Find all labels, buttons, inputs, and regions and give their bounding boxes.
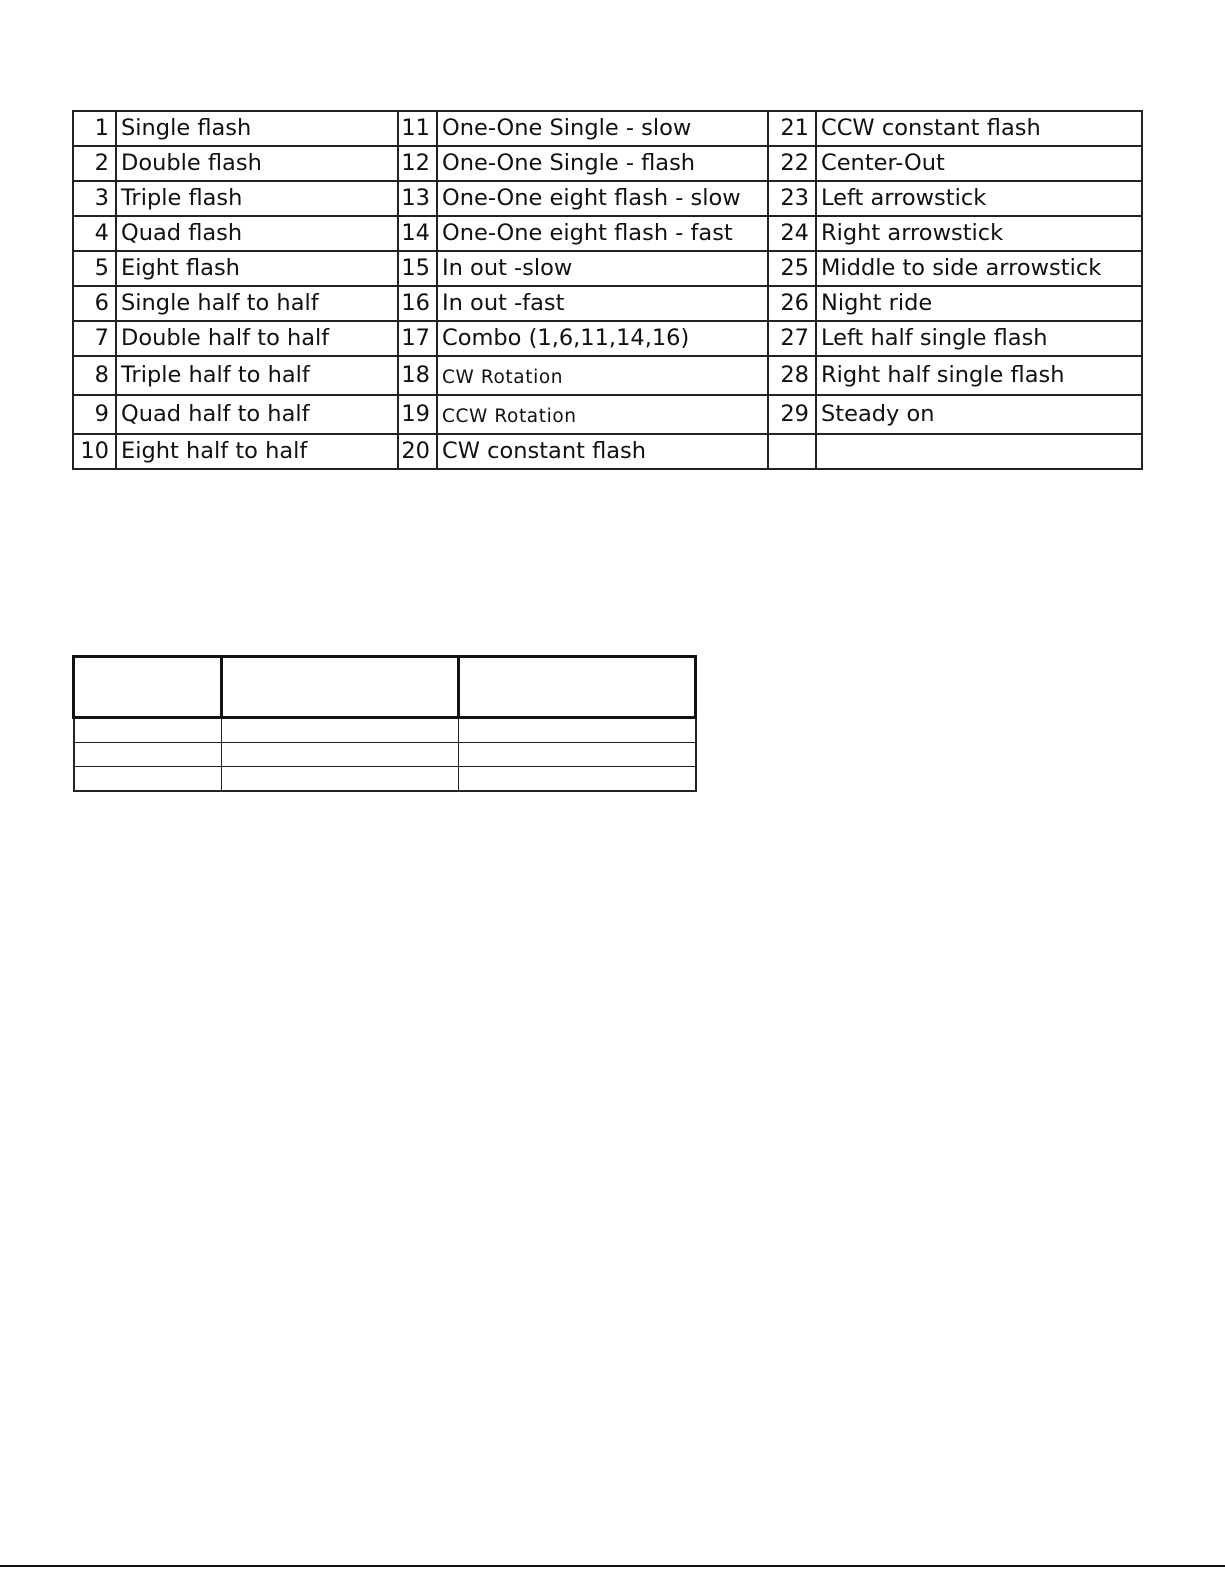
- table-cell: [222, 767, 459, 792]
- table-header-row: [74, 657, 696, 718]
- pattern-label: In out -fast: [437, 286, 768, 321]
- pattern-label: One-One Single - slow: [437, 111, 768, 146]
- pattern-label: One-One eight flash - fast: [437, 216, 768, 251]
- pattern-number: 14: [398, 216, 437, 251]
- table-row: [74, 743, 696, 767]
- pattern-label: Eight flash: [116, 251, 398, 286]
- flash-pattern-table: [72, 110, 1143, 470]
- pattern-label: Center-Out: [816, 146, 1142, 181]
- pattern-label: Combo (1,6,11,14,16): [437, 321, 768, 356]
- pattern-label: Left half single flash: [816, 321, 1142, 356]
- pattern-number: 1: [73, 111, 116, 146]
- table-row: [73, 356, 1142, 395]
- pattern-number: 5: [73, 251, 116, 286]
- pattern-label: Double flash: [116, 146, 398, 181]
- pattern-label: Quad flash: [116, 216, 398, 251]
- pattern-number: 12: [398, 146, 437, 181]
- table-row: [73, 146, 1142, 181]
- pattern-number: 25: [768, 251, 816, 286]
- table-row: [74, 767, 696, 792]
- pattern-label: Triple half to half: [116, 356, 398, 395]
- pattern-number: 23: [768, 181, 816, 216]
- pattern-number: 17: [398, 321, 437, 356]
- pattern-label: Single half to half: [116, 286, 398, 321]
- table-cell: [74, 767, 222, 792]
- page-bottom-rule: [0, 1565, 1225, 1567]
- pattern-label: Right arrowstick: [816, 216, 1142, 251]
- pattern-label: CCW constant flash: [816, 111, 1142, 146]
- pattern-number: 18: [398, 356, 437, 395]
- pattern-label: CCW Rotation: [437, 395, 768, 434]
- pattern-number: 8: [73, 356, 116, 395]
- pattern-number: 13: [398, 181, 437, 216]
- blank-table: [72, 655, 697, 792]
- pattern-number: 9: [73, 395, 116, 434]
- table-row: [73, 181, 1142, 216]
- pattern-number: 20: [398, 434, 437, 469]
- table-cell: [222, 743, 459, 767]
- pattern-label: One-One Single - flash: [437, 146, 768, 181]
- header-cell: [459, 657, 696, 718]
- table-row: [73, 111, 1142, 146]
- pattern-number: 19: [398, 395, 437, 434]
- pattern-number: 15: [398, 251, 437, 286]
- pattern-label: Triple flash: [116, 181, 398, 216]
- table-cell: [459, 718, 696, 743]
- pattern-label: Middle to side arrowstick: [816, 251, 1142, 286]
- pattern-label: Left arrowstick: [816, 181, 1142, 216]
- table-row: [73, 321, 1142, 356]
- pattern-label: CW constant flash: [437, 434, 768, 469]
- pattern-number: 21: [768, 111, 816, 146]
- pattern-label: Eight half to half: [116, 434, 398, 469]
- pattern-number: 27: [768, 321, 816, 356]
- pattern-number: 28: [768, 356, 816, 395]
- table-row: [73, 434, 1142, 469]
- pattern-label: Steady on: [816, 395, 1142, 434]
- table-row: [73, 216, 1142, 251]
- pattern-label: Double half to half: [116, 321, 398, 356]
- pattern-label: Right half single flash: [816, 356, 1142, 395]
- table-row: [74, 718, 696, 743]
- table-cell: [74, 743, 222, 767]
- pattern-number: 16: [398, 286, 437, 321]
- pattern-number: 10: [73, 434, 116, 469]
- pattern-label: One-One eight flash - slow: [437, 181, 768, 216]
- pattern-number: 29: [768, 395, 816, 434]
- table-cell: [74, 718, 222, 743]
- pattern-number: 11: [398, 111, 437, 146]
- table-row: [73, 395, 1142, 434]
- header-cell: [74, 657, 222, 718]
- pattern-label: [816, 434, 1142, 469]
- pattern-number: 7: [73, 321, 116, 356]
- pattern-number: 26: [768, 286, 816, 321]
- pattern-label: Night ride: [816, 286, 1142, 321]
- pattern-number: 3: [73, 181, 116, 216]
- pattern-label: Quad half to half: [116, 395, 398, 434]
- pattern-number: [768, 434, 816, 469]
- pattern-label: CW Rotation: [437, 356, 768, 395]
- pattern-number: 4: [73, 216, 116, 251]
- pattern-label: Single flash: [116, 111, 398, 146]
- table-cell: [459, 743, 696, 767]
- table-cell: [459, 767, 696, 792]
- table-cell: [222, 718, 459, 743]
- table-row: [73, 251, 1142, 286]
- pattern-number: 6: [73, 286, 116, 321]
- pattern-number: 24: [768, 216, 816, 251]
- table-row: [73, 286, 1142, 321]
- pattern-number: 2: [73, 146, 116, 181]
- pattern-label: In out -slow: [437, 251, 768, 286]
- pattern-number: 22: [768, 146, 816, 181]
- header-cell: [222, 657, 459, 718]
